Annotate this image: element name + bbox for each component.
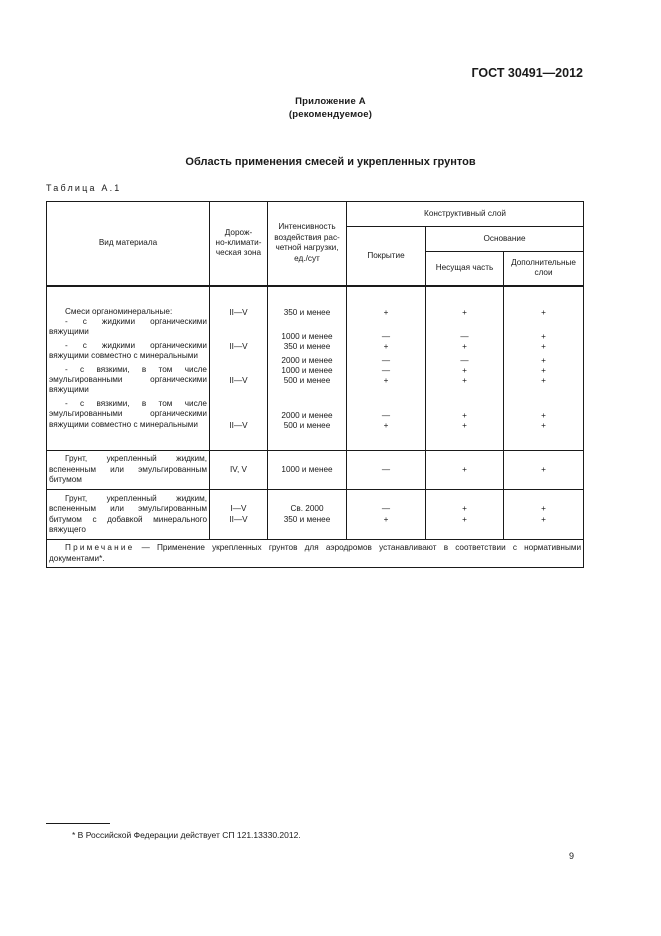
table-row [47,490,584,540]
coating-value: + [383,376,389,386]
additional-value: + [541,341,546,351]
coating-cell [347,490,426,540]
zone-value: II—V [229,341,248,351]
bearing-value: + [462,514,467,524]
coating-value: + [383,341,389,351]
intensity-value: 350 и менее [283,307,331,317]
bearing-value: + [462,341,467,351]
additional-value: + [541,307,546,317]
material-text: Грунт, укрепленный жидким, вспененным или эмульгированным битумом с добавкой минерального вяжущего [49,493,207,534]
additional-value: + [541,376,546,386]
bearing-value: + [462,504,467,514]
application-table [46,201,584,568]
zone-cell [210,490,268,540]
additional-cell: + [504,451,584,490]
bearing-value: — [460,331,469,341]
header-intensity [268,202,347,286]
material-item: - с жидкими органическими вяжущими [49,316,207,337]
zone-value: I—V [230,504,247,514]
intensity-value: 500 и менее [283,376,331,386]
header-material: Вид материала [47,202,210,286]
document-code: ГОСТ 30491—2012 [471,66,583,80]
coating-cell: — [347,451,426,490]
additional-value: + [541,365,546,375]
intensity-cell [268,286,347,451]
zone-cell [210,286,268,451]
table-note-row [47,540,584,568]
header-additional [504,252,584,286]
table-note [47,540,584,568]
additional-value: + [541,410,546,420]
material-cell [47,490,210,540]
bearing-cell [426,286,504,451]
intensity-value: 1000 и менее [281,365,333,375]
additional-value: + [541,331,546,341]
footnote: * В Российской Федерации действует СП 121.13330.2012. [72,830,301,840]
coating-value: — [381,331,391,341]
bearing-value: — [460,355,469,365]
header-zone-line: но-климати- [215,238,262,248]
bearing-value: + [462,376,467,386]
material-group-title: Смеси органоминеральные: [65,306,173,316]
material-item: - с жидкими органическими вяжущими совместно с минеральными [49,340,207,361]
bearing-cell [426,490,504,540]
intensity-cell: 1000 и менее [268,451,347,490]
intensity-value: 350 и менее [283,514,331,524]
material-cell [47,451,210,490]
header-intensity-line: четной нагрузки, [275,243,339,253]
bearing-cell: + [426,451,504,490]
coating-value: — [381,504,391,514]
page-number: 9 [569,851,575,861]
zone-cell: IV, V [210,451,268,490]
zone-value: II—V [229,514,248,524]
coating-value: + [383,421,389,431]
intensity-value: 2000 и менее [281,355,333,365]
zone-value: II—V [229,307,248,317]
header-intensity-line: ед./сут [294,253,320,263]
bearing-value: + [462,410,467,420]
material-item: - с вязкими, в том числе эмульгированными органическими вяжущими [49,364,207,395]
header-bearing: Несущая часть [426,252,504,286]
bearing-value: + [462,421,467,431]
intensity-cell [268,490,347,540]
table-row [47,451,584,490]
intensity-value: Св. 2000 [290,504,324,514]
coating-value: — [381,365,391,375]
header-additional-line: Дополнительные [511,257,576,267]
appendix-title: Приложение А [295,96,366,107]
zone-value: II—V [229,376,248,386]
coating-cell [347,286,426,451]
section-title: Область применения смесей и укрепленных грунтов [185,156,476,168]
additional-value: + [541,355,546,365]
bearing-value: + [462,365,467,375]
header-structural-layer: Конструктивный слой [347,202,584,227]
intensity-value: 2000 и менее [281,410,333,420]
material-text: Грунт, укрепленный жидким, вспененным или эмульгированным битумом [49,454,207,485]
additional-cell [504,490,584,540]
zone-value: II—V [229,421,248,431]
header-zone-line: Дорож- [224,227,253,237]
material-cell [47,286,210,451]
note-text: — Применение укрепленных грунтов для аэродромов устанавливают в соответствии с нормативными документами*. [49,543,582,563]
table-row [47,286,584,451]
header-intensity-line: Интенсивность [278,222,336,232]
coating-value: + [383,514,389,524]
additional-value: + [541,514,546,524]
coating-value: — [381,355,391,365]
header-base: Основание [426,227,584,252]
header-additional-line: слои [534,268,553,278]
coating-value: + [383,307,389,317]
material-item: - с вязкими, в том числе эмульгированными органическими вяжущими совместно с минеральными [49,398,207,429]
intensity-value: 350 и менее [283,341,331,351]
header-coating: Покрытие [347,227,426,286]
intensity-value: 500 и менее [283,421,331,431]
bearing-value: + [462,307,467,317]
appendix-status: (рекомендуемое) [288,109,373,120]
header-zone [210,202,268,286]
note-label: Примечание [65,543,135,553]
table-caption: Таблица А.1 [46,183,122,193]
additional-value: + [541,421,546,431]
coating-value: — [381,410,391,420]
header-zone-line: ческая зона [215,248,262,258]
additional-value: + [541,504,546,514]
additional-cell [504,286,584,451]
footnote-divider [46,823,110,824]
intensity-value: 1000 и менее [281,331,333,341]
header-intensity-line: воздействия рас- [274,232,340,242]
